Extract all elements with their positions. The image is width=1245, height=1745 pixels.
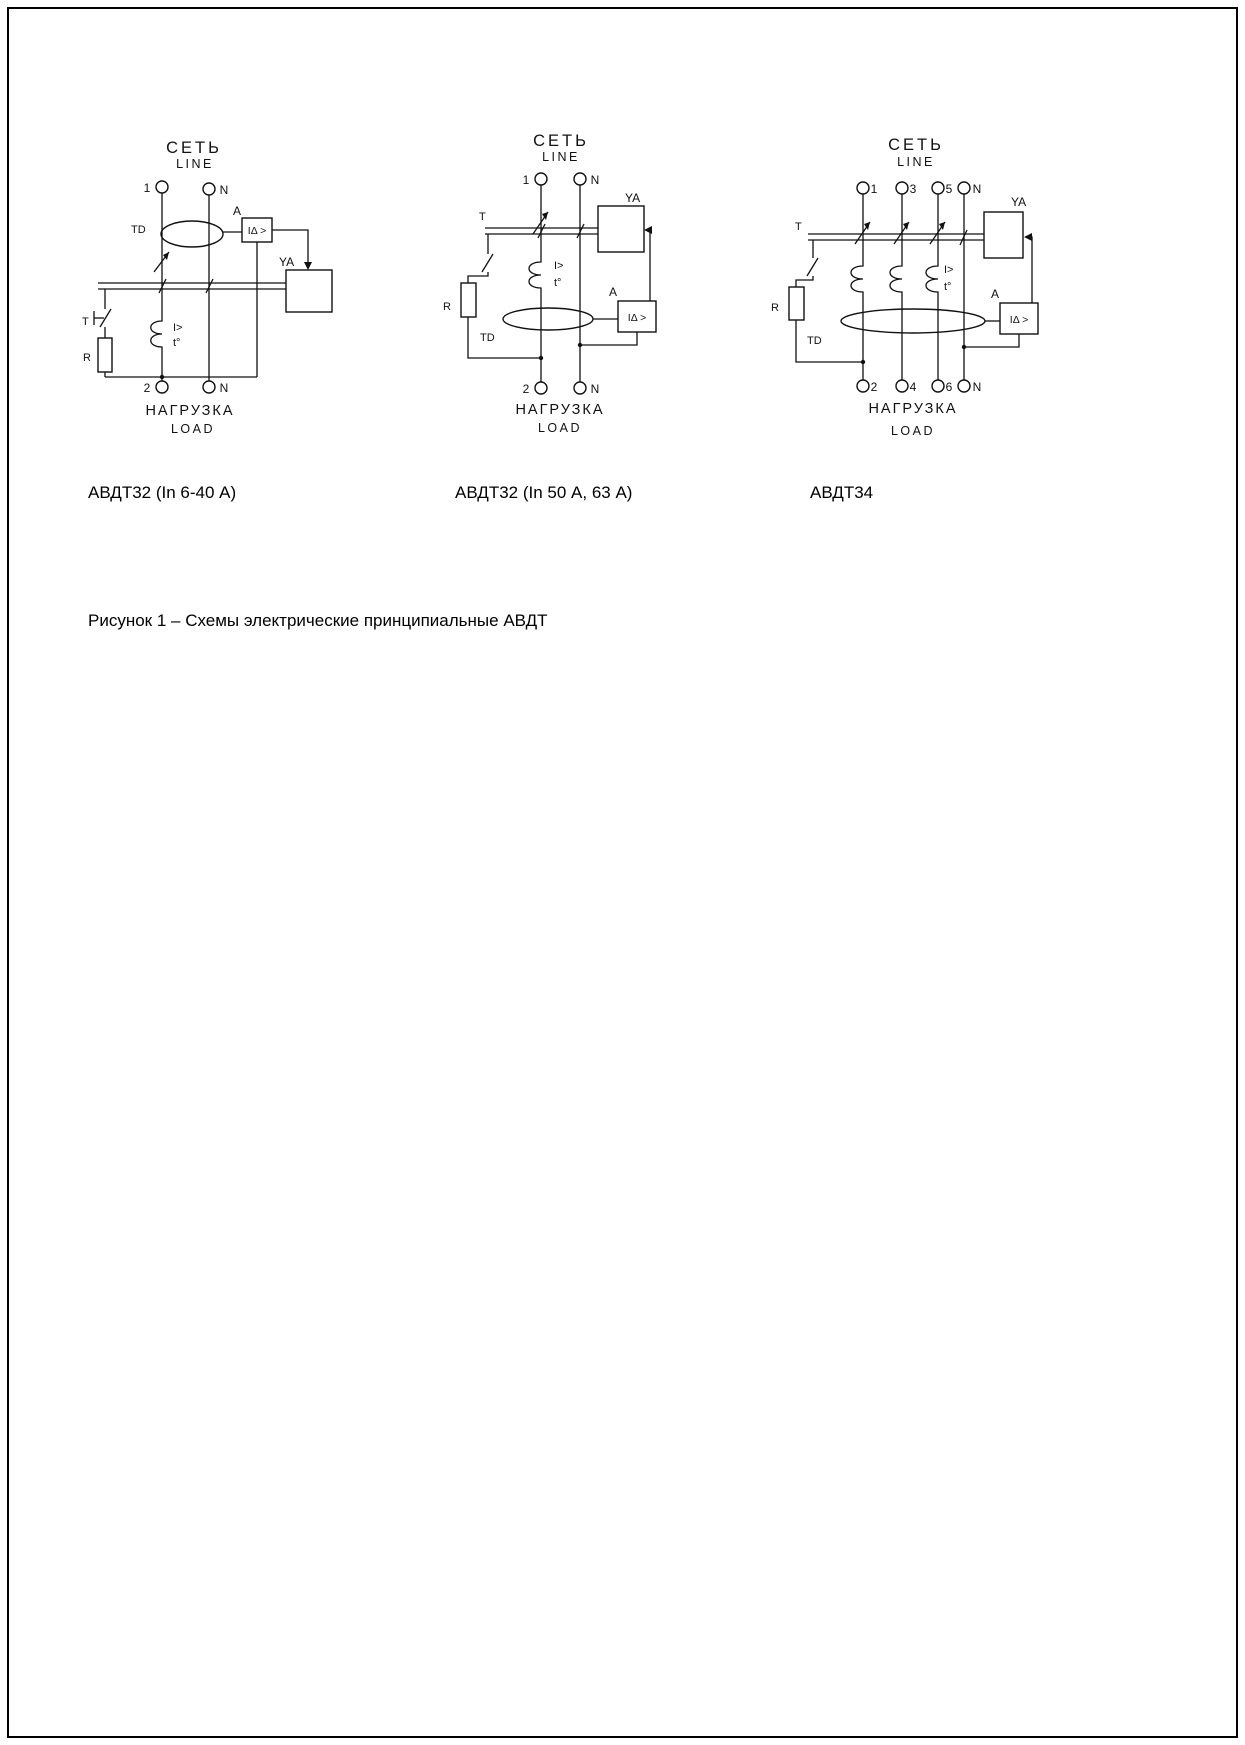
terminal-2-label: 2 [870,380,878,394]
junction-dot [861,360,865,364]
diagram3-title: АВДТ34 [810,483,874,502]
terminal-1-label: 1 [143,181,151,195]
terminal-1-label: 1 [522,173,530,187]
terminal-2 [156,381,168,393]
diagram1-title: АВДТ32 (In 6-40 А) [88,483,237,502]
line-label: LINE [897,155,935,169]
terminal-3 [896,182,908,194]
load-en-label: LOAD [890,424,936,438]
load-en-label: LOAD [170,422,216,436]
td-label: TD [131,224,146,236]
resistor-label: R [771,302,779,314]
terminal-5-label: 5 [945,182,953,196]
ya-label: YA [1011,195,1027,209]
terminal-1 [156,181,168,193]
terminal-2 [857,380,869,392]
net-label: СЕТЬ [888,136,944,154]
load-ru-label: НАГРУЗКА [145,403,235,419]
terminal-n-bot [958,380,970,392]
thermal-release-symbol [151,315,162,353]
terminal-6-label: 6 [945,380,953,394]
load-ru-label: НАГРУЗКА [515,402,605,418]
terminal-n-bot-label: N [219,381,229,395]
terminal-6 [932,380,944,392]
load-en-label: LOAD [537,421,583,435]
terminal-n-bot-label: N [972,380,982,394]
ya-solenoid-box [286,270,332,312]
idelta-label: IΔ > [627,312,647,324]
amplifier-label: A [233,204,242,218]
overcurrent-label: I> [173,322,183,334]
terminal-1 [857,182,869,194]
terminal-5 [932,182,944,194]
resistor-label: R [83,352,91,364]
resistor-label: R [443,301,451,313]
terminal-2-label: 2 [143,381,151,395]
terminal-4-label: 4 [909,380,917,394]
net-label: СЕТЬ [166,139,222,157]
junction-dot [160,375,164,379]
schematic-avdt34 [755,122,1075,452]
overcurrent-label: I> [944,264,954,276]
ya-arrow-icon [1024,233,1032,241]
td-label: TD [807,335,822,347]
terminal-4 [896,380,908,392]
test-label: T [795,221,802,233]
line-label: LINE [542,150,580,164]
net-label: СЕТЬ [533,132,589,150]
terminal-n-top-label: N [590,173,600,187]
line-label: LINE [176,157,214,171]
junction-dot [578,343,582,347]
thermal-release-symbol [926,257,938,301]
schematic-avdt32-6-40 [80,125,350,455]
terminal-n-top-label: N [219,183,229,197]
ya-solenoid-box [984,212,1023,258]
terminal-1-label: 1 [870,182,878,196]
terminal-n-bot [203,381,215,393]
td-label: TD [480,332,495,344]
junction-dot [962,345,966,349]
figure-caption: Рисунок 1 – Схемы электрические принципиальные АВДТ [88,611,548,630]
terminal-n-top-label: N [972,182,982,196]
terminal-n-bot [574,382,586,394]
ya-label: YA [625,191,641,205]
terminal-3-label: 3 [909,182,917,196]
idelta-label: IΔ > [1009,314,1029,326]
terminal-2 [535,382,547,394]
thermal-release-symbol [529,253,541,297]
idelta-label: IΔ > [247,225,267,237]
terminal-n-top [574,173,586,185]
thermal-release-symbol [851,257,863,301]
test-label: T [82,316,89,328]
terminal-n-top [958,182,970,194]
amplifier-label: A [991,287,1000,301]
terminal-n-top [203,183,215,195]
trip-arrow-icon [304,262,312,270]
terminal-2-label: 2 [522,382,530,396]
resistor-box [461,283,476,317]
resistor-box [98,338,112,372]
load-ru-label: НАГРУЗКА [868,401,958,417]
td-transformer [161,221,223,247]
ya-arrow-icon [644,226,652,234]
thermal-label: t° [173,337,181,349]
schematic-avdt32-50-63 [435,118,695,453]
ya-solenoid-box [598,206,644,252]
terminal-1 [535,173,547,185]
thermal-release-symbol [890,257,902,301]
resistor-box [789,287,804,320]
terminal-n-bot-label: N [590,382,600,396]
overcurrent-label: I> [554,260,564,272]
diagram2-title: АВДТ32 (In 50 А, 63 А) [455,483,633,502]
thermal-label: t° [944,281,952,293]
junction-dot [539,356,543,360]
test-label: T [479,211,486,223]
ya-label: YA [279,255,295,269]
amplifier-label: A [609,285,618,299]
thermal-label: t° [554,277,562,289]
